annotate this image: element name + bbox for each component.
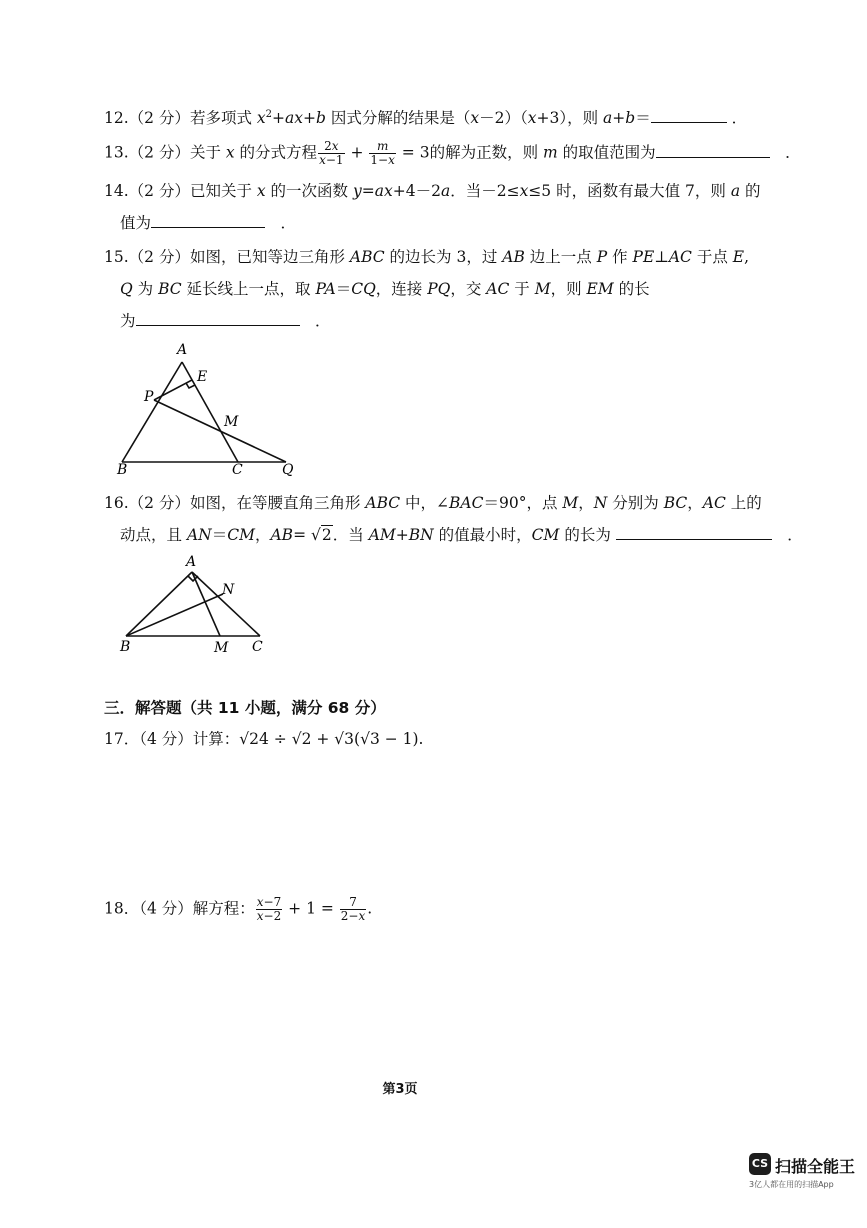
question-14-line-2 <box>120 212 296 234</box>
q16-mid4: 分别为 <box>607 494 664 512</box>
q13-answer-blank[interactable] <box>656 143 770 158</box>
q16-head: 16.（2 分）如图，在等腰直角三角形 <box>104 494 366 512</box>
q16-l2b: ， <box>254 526 271 544</box>
page-number: 第3页 <box>382 1082 418 1097</box>
question-12-line: 12.（2 分）若多项式 $x^2+ax+b$ 因式分解的结果是（x－2）（x+3），则 a+b＝ ． <box>104 109 748 128</box>
q15-l2c: ，连接 <box>375 280 428 298</box>
fig16-label-B: B <box>120 639 131 655</box>
q18-fraction-left: $\frac{x-7}{x-2}$ <box>256 895 282 923</box>
q12-mid2: ），则 <box>559 109 604 128</box>
q15-l2a: 为 <box>132 280 159 298</box>
q15-mid1: 的边长为 3，过 <box>384 248 503 266</box>
fig16-label-A: A <box>186 554 197 570</box>
q16-mid6: 上的 <box>725 494 762 512</box>
fig15-label-B: B <box>117 462 128 478</box>
q16-mid2: ＝90°，点 <box>483 494 563 512</box>
q13-mid2: 的解为正数，则 <box>429 143 544 162</box>
q16-mid5: ， <box>687 494 703 512</box>
question-15-line-1: 15.（2 分）如图，已知等边三角形 ABC 的边长为 3，过 AB 边上一点 P 作 PE⊥AC 于点 E, <box>104 248 750 266</box>
question-16-line-1: 16.（2 分）如图，在等腰直角三角形 ABC 中，∠BAC＝90°，点 M，N 分别为 BC，AC 上的 <box>104 494 762 512</box>
q14-tail: 的 <box>740 182 761 200</box>
q15-l2d: ，交 <box>450 280 487 298</box>
q14-mid1: 的一次函数 <box>265 182 353 200</box>
q12-eq: ＝ <box>635 109 651 128</box>
fig15-label-Q: Q <box>282 462 294 478</box>
question-17-line <box>104 728 424 750</box>
fig16-label-M: M <box>214 640 229 656</box>
q16-l2d: 的值最小时， <box>433 526 532 544</box>
q15-l2f: ，则 <box>550 280 587 298</box>
question-16-line-2: 动点，且 AN＝CM，AB= √2．当 AM+BN 的值最小时，CM 的长为 ． <box>120 526 803 544</box>
q16-l2e: 的长为 <box>559 526 611 544</box>
question-15-line-2: Q 为 BC 延长线上一点，取 PA＝CQ，连接 PQ，交 AC 于 M，则 EM 的长 <box>120 280 650 298</box>
q13-tail: 的取值范围为 <box>557 143 656 162</box>
question-14-line-1: 14.（2 分）已知关于 x 的一次函数 y=ax+4－2a．当－2≤x≤5 时，函数有最大值 7，则 a 的 <box>104 182 761 200</box>
q16-l2a: 动点，且 <box>120 526 187 544</box>
q18-tail: . <box>367 899 373 918</box>
q17-expression: √24 ÷ √2 + √3(√3 − 1). <box>239 730 424 748</box>
q12-mid1: 因式分解的结果是（ <box>325 109 471 128</box>
q15-l2b: 延长线上一点，取 <box>181 280 316 298</box>
q13-mid1: 的分式方程 <box>234 143 318 162</box>
q14-l2: 值为 <box>120 214 152 232</box>
q13-fraction-1: $\frac{2x}{x-1}$ <box>319 139 344 167</box>
q16-mid3: ， <box>578 494 594 512</box>
fig15-label-A: A <box>177 342 188 358</box>
q15-answer-blank[interactable] <box>136 311 300 326</box>
q13-fraction-2: $\frac{m}{1-x}$ <box>370 139 395 167</box>
q14-head: 14.（2 分）已知关于 <box>104 182 257 200</box>
q15-head: 15.（2 分）如图，已知等边三角形 <box>104 248 350 266</box>
question-18-line: 18．（4 分）解方程： $\frac{x-7}{x-2}$ + 1 = $\frac{7}{2-x}$ . <box>104 895 373 923</box>
q12-answer-blank[interactable] <box>651 108 727 123</box>
q14-mid2: ．当－2≤ <box>450 182 520 200</box>
fig15-label-M: M <box>224 414 239 430</box>
q15-l3: 为 <box>120 312 136 330</box>
q15-mid3: 作 <box>607 248 633 266</box>
fig15-label-E: E <box>197 369 208 385</box>
cs-badge-icon: CS <box>749 1153 771 1175</box>
q15-l2g: 的长 <box>613 280 650 298</box>
q16-l2c: ．当 <box>332 526 369 544</box>
q14-end: ． <box>280 214 297 232</box>
logo-slogan: 3亿人都在用的扫描App <box>749 1180 834 1189</box>
q18-head: 18．（4 分）解方程： <box>104 899 255 918</box>
q15-l2e: 于 <box>509 280 535 298</box>
section-3-heading: 三．解答题（共 11 小题，满分 68 分） <box>104 699 386 717</box>
q15-end: ． <box>315 312 331 330</box>
q16-end: ． <box>787 526 803 544</box>
fig15-label-P: P <box>144 389 154 405</box>
q15-mid2: 边上一点 <box>524 248 597 266</box>
q16-answer-blank[interactable] <box>616 525 772 540</box>
q13-end: ． <box>785 143 801 162</box>
q12-head: 12.（2 分）若多项式 <box>104 109 257 128</box>
fig16-label-C: C <box>252 639 263 655</box>
q14-mid3: ≤5 时，函数有最大值 7，则 <box>528 182 731 200</box>
q15-mid4: 于点 <box>691 248 733 266</box>
fig16-label-N: N <box>222 582 235 598</box>
q13-head: 13.（2 分）关于 <box>104 143 226 162</box>
question-13-line: 13.（2 分）关于 x 的分式方程 $\frac{2x}{x-1}$ + $\frac{m}{1-x}$ = 3的解为正数，则 m 的取值范围为 ． <box>104 139 801 167</box>
q14-answer-blank[interactable] <box>151 213 265 228</box>
q17-head: 17．（4 分）计算： <box>104 730 240 748</box>
figure-15-equilateral-triangle <box>110 340 310 480</box>
q16-mid1: 中，∠ <box>400 494 450 512</box>
figure-16-isosceles-right-triangle <box>110 552 280 662</box>
question-15-line-3 <box>120 310 331 332</box>
q12-end: ． <box>731 109 748 128</box>
fig15-label-C: C <box>232 462 243 478</box>
logo-brand-text: 扫描全能王 <box>775 1157 856 1176</box>
q18-fraction-right: $\frac{7}{2-x}$ <box>340 895 366 923</box>
